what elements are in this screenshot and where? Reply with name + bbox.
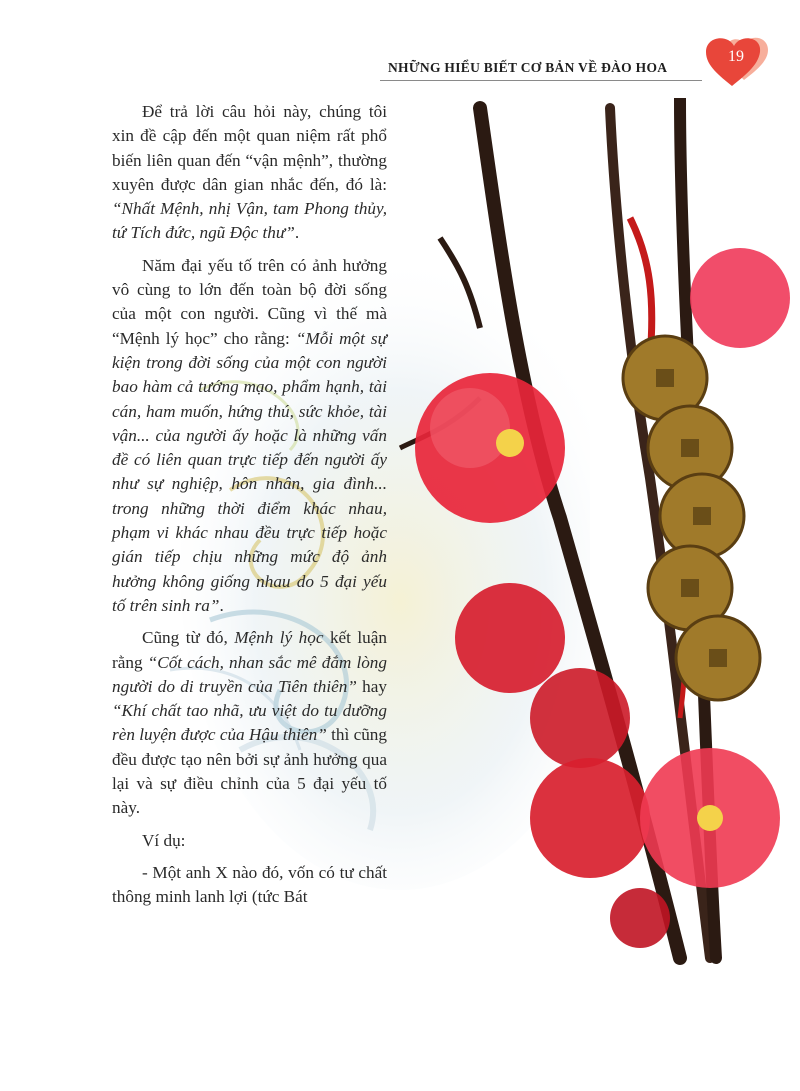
paragraph-2 bbox=[112, 254, 387, 618]
paragraph-3-text-e: thì cũng đều được tạo nên bởi sự ảnh hưởng qua lại và sự điều chỉnh của 5 đại yếu tố này. bbox=[112, 725, 387, 818]
paragraph-3-text-d: hay bbox=[356, 676, 387, 696]
page-number-badge bbox=[700, 32, 772, 90]
blossom-flowers bbox=[415, 248, 790, 948]
paragraph-1-quote: “Nhất Mệnh, nhị Vận, tam Phong thủy, tứ Tích đức, ngũ Độc thư” bbox=[112, 199, 387, 243]
paragraph-1-end: . bbox=[294, 223, 300, 243]
paragraph-4: Ví dụ: bbox=[142, 830, 186, 850]
paragraph-2-text: Năm đại yếu tố trên có ảnh hưởng vô cùng to lớn đến toàn bộ đời sống của một con người. Cũng vì thế mà “Mệnh lý học” cho rằng: bbox=[112, 255, 387, 348]
body-text bbox=[112, 100, 387, 918]
paragraph-5: - Một anh X nào đó, vốn có tư chất thông minh lanh lợi (tức Bát bbox=[112, 862, 387, 907]
running-header bbox=[380, 56, 700, 80]
paragraph-3-term: Mệnh lý học bbox=[234, 628, 324, 648]
running-header-title: NHỮNG HIỂU BIẾT CƠ BẢN VỀ ĐÀO HOA bbox=[388, 60, 668, 75]
paragraph-3-quote-2: “Khí chất tao nhã, ưu việt do tu dưỡng rèn luyện được của Hậu thiên” bbox=[112, 701, 387, 745]
paragraph-1 bbox=[112, 100, 387, 246]
plum-blossom-coins-illustration bbox=[380, 98, 790, 973]
page-number: 19 bbox=[728, 48, 744, 65]
paragraph-3 bbox=[112, 626, 387, 820]
paragraph-2-end: . bbox=[219, 595, 224, 615]
paragraph-3-text-c: kết luận rằng bbox=[112, 628, 387, 672]
paragraph-2-quote: “Mỗi một sự kiện trong đời sống của một con người bao hàm cả tướng mạo, phẩm hạnh, tài cán, ham muốn, hứng thú, sức khỏe, tài vận... của người ấy hoặc là những vấn đề có liên quan trực tiếp đến người ấy như sự nghiệp, hôn nhân, gia đình... trong những thời điểm khác nhau, phạm vi khác nhau đều trực tiếp hoặc gián tiếp chịu những mức độ ảnh hưởng không giống nhau do 5 đại yếu tố trên sinh ra” bbox=[112, 328, 387, 615]
paragraph-3-text-a: Cũng từ đó, bbox=[142, 628, 235, 648]
paragraph-1-text: Để trả lời câu hỏi này, chúng tôi xin đề cập đến một quan niệm rất phổ biến liên quan đến “vận mệnh”, thường xuyên được dân gian nhắc đến, đó là: bbox=[112, 102, 387, 194]
paragraph-3-quote-1: “Cốt cách, nhan sắc mê đắm lòng người do di truyền của Tiên thiên” bbox=[112, 652, 387, 696]
header-rule bbox=[380, 80, 702, 81]
